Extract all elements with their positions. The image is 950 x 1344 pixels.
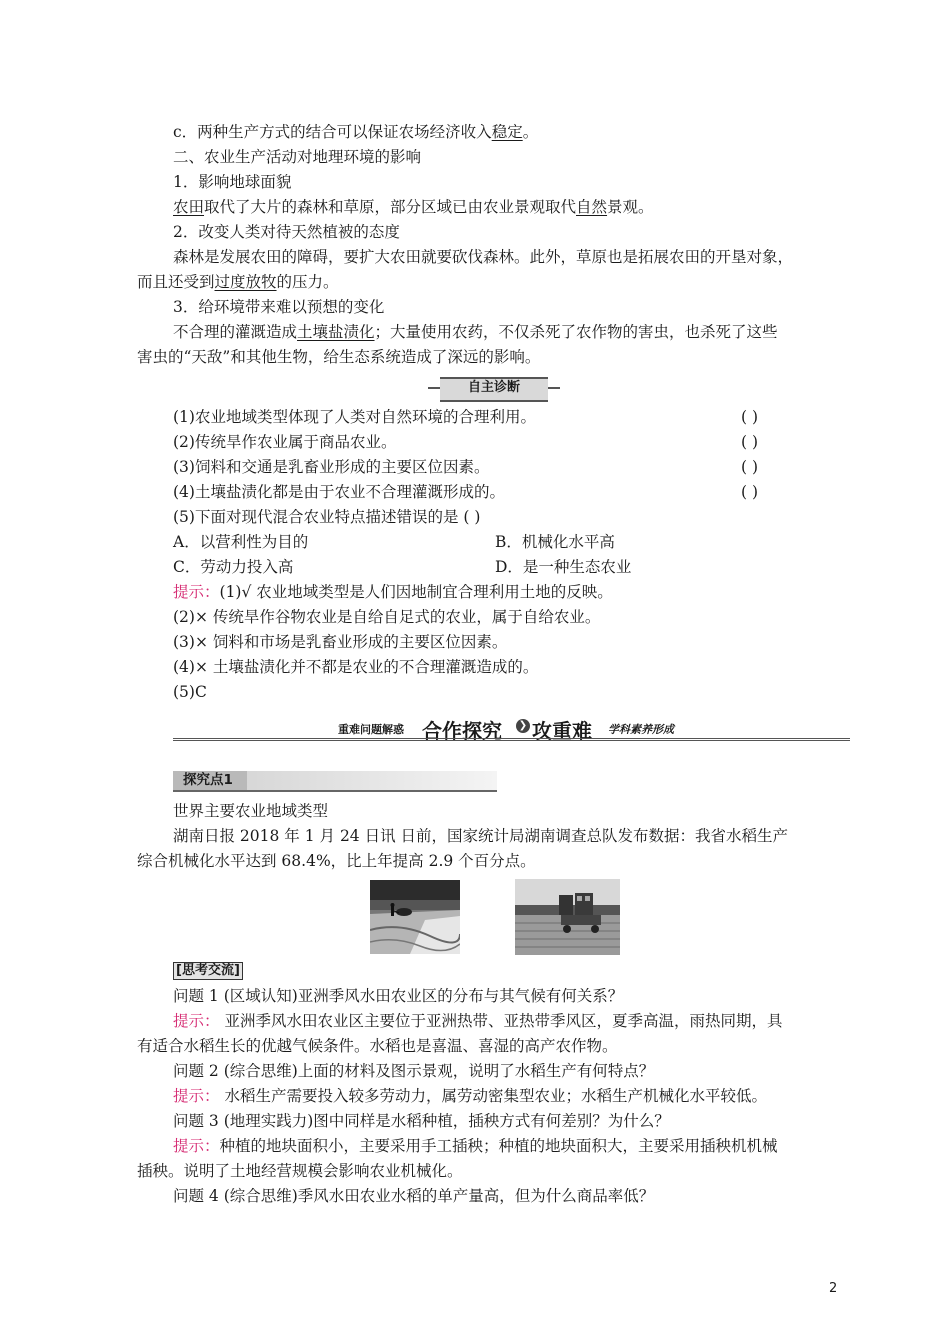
manual-transplanting-photo — [370, 880, 460, 954]
hint-3-line2: 插秧。说明了土地经营规模会影响农业机械化。 — [137, 1162, 463, 1180]
section-right-label: 学科素养形成 — [608, 723, 674, 736]
question-5: (5)下面对现代混合农业特点描述错误的是 ( ) — [173, 508, 481, 526]
paragraph-landscape: 农田取代了大片的森林和草原，部分区域已由农业景观取代自然景观。 — [173, 198, 654, 216]
paragraph-salinization-line1: 不合理的灌溉造成土壤盐渍化；大量使用农药，不仅杀死了农作物的害虫，也杀死了这些 — [173, 323, 778, 341]
hint-1-line1: 提示： 亚洲季风水田农业区主要位于亚洲热带、亚热带季风区，夏季高温，雨热同期，具 — [173, 1012, 783, 1030]
topic-title: 世界主要农业地域类型 — [173, 802, 329, 820]
hint-2: 提示： 水稻生产需要投入较多劳动力，属劳动密集型农业；水稻生产机械化水平较低。 — [173, 1087, 767, 1105]
question-2: (2)传统旱作农业属于商品农业。 — [173, 433, 397, 451]
paragraph-salinization-line2: 害虫的“天敌”和其他生物，给生态系统造成了深远的影响。 — [137, 348, 541, 366]
subheading-2: 2．改变人类对待天然植被的态度 — [173, 223, 400, 241]
option-d: D．是一种生态农业 — [495, 558, 632, 576]
answer-2: (2)× 传统旱作谷物农业是自给自足式的农业，属于自给农业。 — [173, 608, 601, 626]
subheading-3: 3．给环境带来难以预想的变化 — [173, 298, 385, 316]
question-3: (3)饲料和交通是乳畜业形成的主要区位因素。 — [173, 458, 490, 476]
question-4: (4)土壤盐渍化都是由于农业不合理灌溉形成的。 — [173, 483, 505, 501]
page-number: 2 — [829, 1281, 838, 1296]
heading-impact: 二、农业生产活动对地理环境的影响 — [173, 148, 422, 166]
option-a: A．以营利性为目的 — [173, 533, 309, 551]
paragraph-forest-line2: 而且还受到过度放牧的压力。 — [137, 273, 339, 291]
answer-blank-3: ( ) — [741, 458, 759, 476]
hint-3-line1: 提示：种植的地块面积小，主要采用手工插秧；种植的地块面积大，主要采用插秧机机械 — [173, 1137, 778, 1155]
explore-point-label: 探究点1 — [173, 771, 247, 790]
section-arrow-icon: ❯ — [516, 719, 530, 733]
explore-point-bar — [173, 771, 497, 792]
answer-1: 提示：(1)√ 农业地域类型是人们因地制宜合理利用土地的反映。 — [173, 583, 613, 601]
question-1: (1)农业地域类型体现了人类对自然环境的合理利用。 — [173, 408, 536, 426]
option-b: B．机械化水平高 — [495, 533, 615, 551]
subheading-1: 1．影响地球面貌 — [173, 173, 292, 191]
machine-transplanting-photo — [515, 879, 620, 955]
section-divider — [173, 738, 850, 741]
answer-4: (4)× 土壤盐渍化并不都是农业的不合理灌溉造成的。 — [173, 658, 539, 676]
option-c: C．劳动力投入高 — [173, 558, 294, 576]
news-line2: 综合机械化水平达到 68.4%，比上年提高 2.9 个百分点。 — [137, 852, 536, 870]
paragraph-stability: c．两种生产方式的结合可以保证农场经济收入稳定。 — [173, 123, 539, 141]
section-title-2: 攻重难 — [532, 719, 592, 743]
answer-blank-2: ( ) — [741, 433, 759, 451]
rice-transplanter-image — [515, 879, 620, 955]
think-exchange-label: [思考交流] — [173, 962, 243, 980]
problem-2: 问题 2 (综合思维)上面的材料及图示景观，说明了水稻生产有何特点？ — [173, 1062, 655, 1080]
section-left-label: 重难问题解惑 — [338, 723, 404, 736]
answer-blank-4: ( ) — [741, 483, 759, 501]
problem-4: 问题 4 (综合思维)季风水田农业水稻的单产量高，但为什么商品率低？ — [173, 1187, 655, 1205]
section-title-1: 合作探究 — [422, 719, 502, 743]
self-diagnosis-banner: 自主诊断 — [440, 377, 548, 402]
answer-blank-1: ( ) — [741, 408, 759, 426]
news-line1: 湖南日报 2018 年 1 月 24 日讯 日前，国家统计局湖南调查总队发布数据：我省水稻生产 — [173, 827, 789, 845]
hint-1-line2: 有适合水稻生长的优越气候条件。水稻也是喜温、喜湿的高产农作物。 — [137, 1037, 618, 1055]
paragraph-forest-line1: 森林是发展农田的障碍，要扩大农田就要砍伐森林。此外，草原也是拓展农田的开垦对象， — [173, 248, 794, 266]
answer-5: (5)C — [173, 683, 207, 701]
paddy-field-ox-image — [370, 880, 460, 954]
problem-3: 问题 3 (地理实践力)图中同样是水稻种植，插秧方式有何差别？为什么？ — [173, 1112, 670, 1130]
answer-3: (3)× 饲料和市场是乳畜业形成的主要区位因素。 — [173, 633, 508, 651]
problem-1: 问题 1 (区域认知)亚洲季风水田农业区的分布与其气候有何关系？ — [173, 987, 624, 1005]
